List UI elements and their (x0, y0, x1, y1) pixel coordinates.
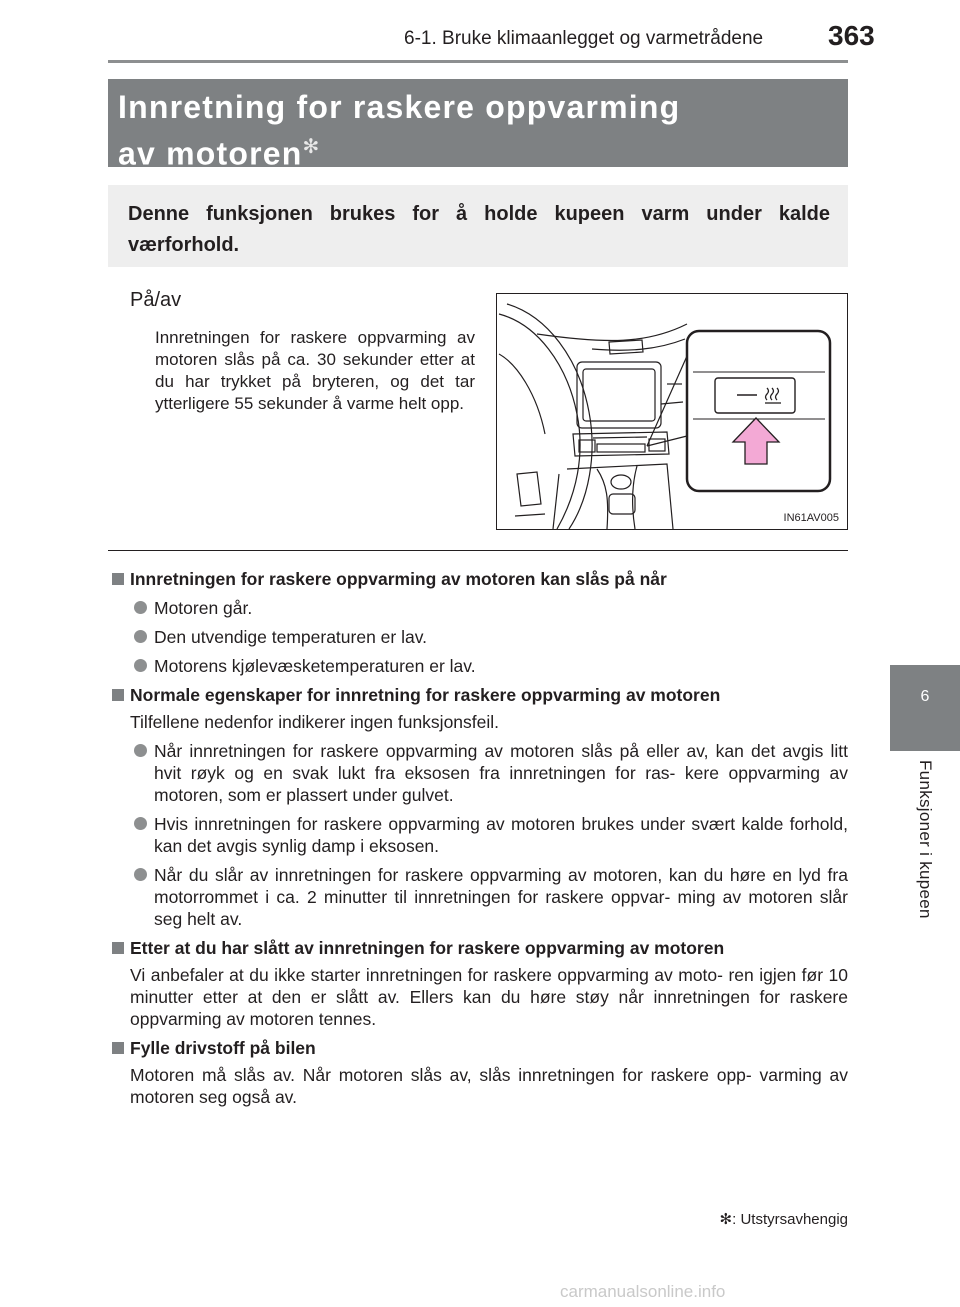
bullet-item: Motorens kjølevæsketemperaturen er lav. (108, 655, 848, 677)
asterisk-icon: ✻ (719, 1211, 733, 1228)
intro-text: Denne funksjonen brukes for å holde kupeen varm under kalde værforhold. (128, 203, 830, 256)
note-text: Tilfellene nedenfor indikerer ingen funksjonsfeil. (130, 712, 500, 732)
note-text: Motoren må slås av. Når motoren slås av, slås innretningen for raskere opp- varming av motoren seg også av. (130, 1065, 848, 1107)
chapter-tab (890, 665, 960, 751)
heading-line-2: av motoren (118, 135, 303, 172)
dashboard-illustration (496, 293, 848, 530)
note-heading: Normale egenskaper for innretning for raskere oppvarming av motoren (108, 684, 848, 706)
footnote (680, 1210, 848, 1228)
section-title: 6-1. Bruke klimaanlegget og varmetrådene (404, 28, 764, 49)
on-off-description: Innretningen for raskere oppvarming av motoren slås på ca. 30 sekunder etter at du har trykket på bryteren, og det tar ytterligere 55 sekunder å varme helt opp. (155, 328, 475, 413)
section-rule (108, 550, 848, 551)
bullet-item: Når innretningen for raskere oppvarming av motoren slås på eller av, kan det avgis litt hvit røyk og en svak lukt fra eksosen fra innretningen for ras- kere oppvarming av motoren, som er plassert under gulvet. (108, 740, 848, 806)
note-heading: Etter at du har slått av innretningen for raskere oppvarming av motoren (108, 937, 848, 959)
bullet-item: Motoren går. (108, 597, 848, 619)
asterisk-icon: ✻ (302, 136, 321, 158)
footnote-text: : Utstyrsavhengig (732, 1211, 848, 1228)
notes-content (108, 561, 848, 1108)
heading-line-1: Innretning for raskere oppvarming (118, 89, 681, 125)
intro-box (108, 185, 848, 267)
watermark: carmanualsonline.info (560, 1282, 726, 1301)
note-heading: Innretningen for raskere oppvarming av motoren kan slås på når (108, 568, 848, 590)
page-number: 363 (828, 20, 875, 51)
note-text: Vi anbefaler at du ikke starter innretningen for raskere oppvarming av moto- ren igjen før 10 minutter etter at den er slått av. Ellers kan du høre støy når innretningen for raskere oppvarming av motoren tennes. (130, 965, 848, 1029)
on-off-label: På/av (130, 289, 182, 311)
bullet-item: Den utvendige temperaturen er lav. (108, 626, 848, 648)
dashboard-drawing (497, 294, 847, 529)
chapter-label: Funksjoner i kupeen (916, 760, 935, 919)
page-heading (118, 87, 680, 174)
note-heading: Fylle drivstoff på bilen (108, 1037, 848, 1059)
bullet-item: Når du slår av innretningen for raskere oppvarming av motoren, kan du høre en lyd fra motorrommet i ca. 2 minutter til innretningen for raskere oppvar- ming av motoren slår seg helt av. (108, 864, 848, 930)
header-rule (108, 60, 848, 63)
chapter-label-wrap (890, 760, 960, 940)
title-band (108, 79, 848, 172)
illustration-code: IN61AV005 (783, 512, 839, 524)
chapter-number: 6 (920, 688, 930, 705)
bullet-item: Hvis innretningen for raskere oppvarming av motoren brukes under svært kalde forhold, kan det avgis synlig damp i eksosen. (108, 813, 848, 857)
